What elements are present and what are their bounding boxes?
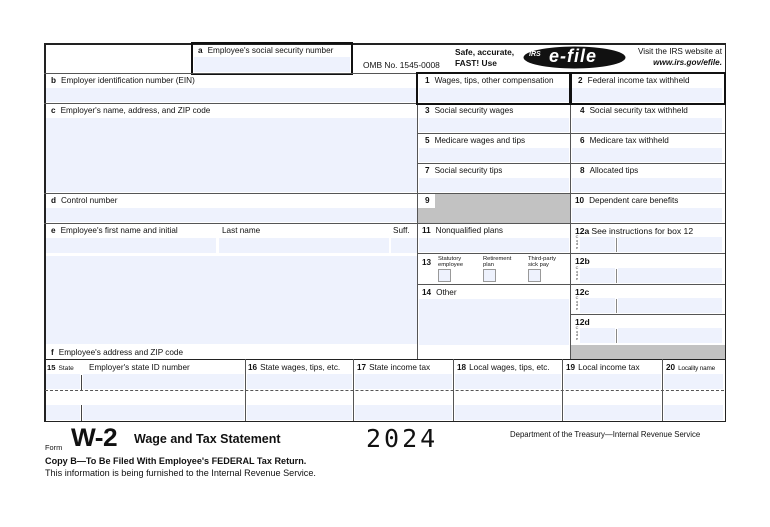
state-row1-input-17[interactable] — [355, 374, 452, 389]
row-line — [570, 314, 725, 315]
row-line — [417, 223, 725, 224]
state-row1-input-16[interactable] — [247, 374, 352, 389]
box-d-input[interactable] — [46, 208, 417, 222]
box-14-label: 14 Other — [422, 288, 457, 297]
box-a-input[interactable] — [194, 57, 350, 72]
copy-b-line: Copy B—To Be Filed With Employee's FEDERAL Tax Return. — [45, 456, 307, 466]
box-6-input[interactable] — [572, 148, 722, 162]
box-e-suffix-label: Suff. — [393, 226, 410, 235]
box-13-statutory-label: Statutory employee — [438, 256, 464, 269]
box-1-label: 1 Wages, tips, other compensation — [425, 76, 554, 85]
box-12d-amount-input[interactable] — [618, 328, 722, 343]
box-12a-label: 12a See instructions for box 12 — [575, 226, 694, 236]
omb-number: OMB No. 1545-0008 — [363, 60, 440, 70]
state-row2-input-16[interactable] — [247, 405, 352, 420]
box-5-label: 5 Medicare wages and tips — [425, 136, 526, 145]
box-14-input[interactable] — [419, 299, 569, 345]
visit-line2: www.irs.gov/efile. — [653, 58, 722, 67]
box-10-label: 10 Dependent care benefits — [575, 196, 679, 205]
state-row1-input-state[interactable] — [46, 374, 80, 389]
box-9-label: 9 — [425, 196, 430, 205]
box-19-label: 19 Local income tax — [566, 363, 640, 372]
box-12b-divider — [616, 269, 617, 283]
box-17-label: 17 State income tax — [357, 363, 431, 372]
employee-last-name-input[interactable] — [219, 238, 389, 253]
state-id-divider — [81, 405, 82, 421]
row-line — [44, 359, 726, 360]
state-row1-input-19[interactable] — [564, 374, 661, 389]
form-word: Form — [45, 443, 63, 452]
box-12b-code-input[interactable] — [580, 268, 615, 283]
box-7-input[interactable] — [419, 178, 569, 192]
row-line — [44, 193, 418, 194]
box-10-input[interactable] — [572, 208, 722, 222]
box-13-retirement-label: Retirement plan — [483, 256, 512, 269]
efile-logo-text: e-file — [549, 46, 598, 66]
tax-year: 2024 — [366, 424, 439, 453]
box-12b-amount-input[interactable] — [618, 268, 722, 283]
row-line — [417, 163, 725, 164]
state-id-divider — [81, 375, 82, 390]
box-12b-code-label: C o d e — [575, 266, 579, 281]
box-15-id-label: Employer's state ID number — [89, 363, 190, 372]
employee-address-input[interactable] — [46, 256, 417, 344]
box-3-input[interactable] — [419, 118, 569, 132]
state-row-dashed-divider — [45, 390, 724, 391]
retirement-plan-checkbox[interactable] — [483, 269, 496, 282]
box-2-label: 2 Federal income tax withheld — [578, 76, 690, 85]
employee-suffix-input[interactable] — [391, 238, 417, 253]
efile-safe-line — [455, 47, 514, 69]
department-text: Department of the Treasury—Internal Revenue Service — [510, 430, 701, 439]
box-b-label: b Employer identification number (EIN) — [51, 76, 195, 85]
box-9-shaded — [418, 194, 570, 223]
state-row1-input-id[interactable] — [83, 374, 244, 389]
state-row2-input-17[interactable] — [355, 405, 452, 420]
box-3-label: 3 Social security wages — [425, 106, 514, 115]
box-11-input[interactable] — [419, 238, 569, 252]
statutory-employee-checkbox[interactable] — [438, 269, 451, 282]
third-party-sick-pay-checkbox[interactable] — [528, 269, 541, 282]
row-line — [417, 133, 725, 134]
state-row1-input-18[interactable] — [455, 374, 561, 389]
box-13-thirdparty-label: Third-party sick pay — [528, 256, 557, 269]
box-b-input[interactable] — [46, 88, 417, 102]
box-12c-amount-input[interactable] — [618, 298, 722, 313]
state-row2-input-19[interactable] — [564, 405, 661, 420]
state-row2-input-18[interactable] — [455, 405, 561, 420]
box-12d-label: 12d — [575, 317, 590, 327]
box-15-state-label: 15 State — [47, 363, 74, 372]
box-12d-divider — [616, 329, 617, 343]
box-20-label: 20 Locality name — [666, 363, 715, 372]
state-row2-input-state[interactable] — [46, 405, 80, 420]
box-12c-divider — [616, 299, 617, 313]
visit-line1: Visit the IRS website at — [637, 47, 722, 56]
box-12d-code-input[interactable] — [580, 328, 615, 343]
form-name: W-2 — [71, 424, 118, 452]
row-line — [417, 284, 725, 285]
efile-logo-irs: IRS — [529, 51, 541, 58]
box-c-label: c Employer's name, address, and ZIP code — [51, 106, 211, 115]
box-12a-amount-input[interactable] — [618, 237, 722, 252]
box-6-label: 6 Medicare tax withheld — [580, 136, 669, 145]
form-top-border — [44, 43, 726, 45]
box-16-label: 16 State wages, tips, etc. — [248, 363, 341, 372]
box-12c-label: 12c — [575, 287, 590, 297]
box-13-label: 13 — [422, 258, 432, 267]
box-5-input[interactable] — [419, 148, 569, 162]
state-row1-input-20[interactable] — [664, 374, 723, 389]
efile-line1: Safe, accurate, — [455, 47, 515, 57]
row-line — [417, 253, 725, 254]
column-line — [570, 73, 571, 359]
efile-line2: FAST! Use — [455, 58, 497, 68]
row-line — [44, 223, 418, 224]
row-line — [44, 103, 418, 104]
state-row2-input-id[interactable] — [83, 405, 244, 420]
box-2-input[interactable] — [572, 88, 722, 102]
state-row2-input-20[interactable] — [664, 405, 723, 420]
box-7-label: 7 Social security tips — [425, 166, 503, 175]
box-f-label: f Employee's address and ZIP code — [51, 348, 184, 357]
box-4-input[interactable] — [572, 118, 722, 132]
box-8-label: 8 Allocated tips — [580, 166, 639, 175]
box-12d-code-label: C o d e — [575, 326, 579, 341]
box-8-input[interactable] — [572, 178, 722, 192]
box-12c-code-input[interactable] — [580, 298, 615, 313]
irs-efile-logo — [523, 46, 626, 69]
box-12a-code-label: C o d e — [575, 235, 579, 250]
employee-first-name-input[interactable] — [46, 238, 216, 253]
box-12a-code-input[interactable] — [580, 237, 615, 252]
box-1-input[interactable] — [419, 88, 569, 102]
box-a-label: a Employee's social security number — [198, 46, 334, 55]
box-12b-label: 12b — [575, 256, 590, 266]
visit-irs-text — [630, 46, 722, 68]
box-4-label: 4 Social security tax withheld — [580, 106, 688, 115]
form-title: Wage and Tax Statement — [134, 432, 281, 446]
box-12c-code-label: C o d e — [575, 296, 579, 311]
box-e-last-name-label: Last name — [222, 226, 261, 235]
form-bottom-border — [44, 421, 726, 423]
box-18-label: 18 Local wages, tips, etc. — [457, 363, 550, 372]
box-d-label: d Control number — [51, 196, 118, 205]
box-e-label: e Employee's first name and initial — [51, 226, 178, 235]
box-11-label: 11 Nonqualified plans — [422, 226, 504, 235]
box-12a-divider — [616, 238, 617, 252]
info-line: This information is being furnished to the Internal Revenue Service. — [45, 468, 316, 478]
box-c-input[interactable] — [46, 118, 417, 192]
box-12-shaded-band — [571, 345, 725, 359]
